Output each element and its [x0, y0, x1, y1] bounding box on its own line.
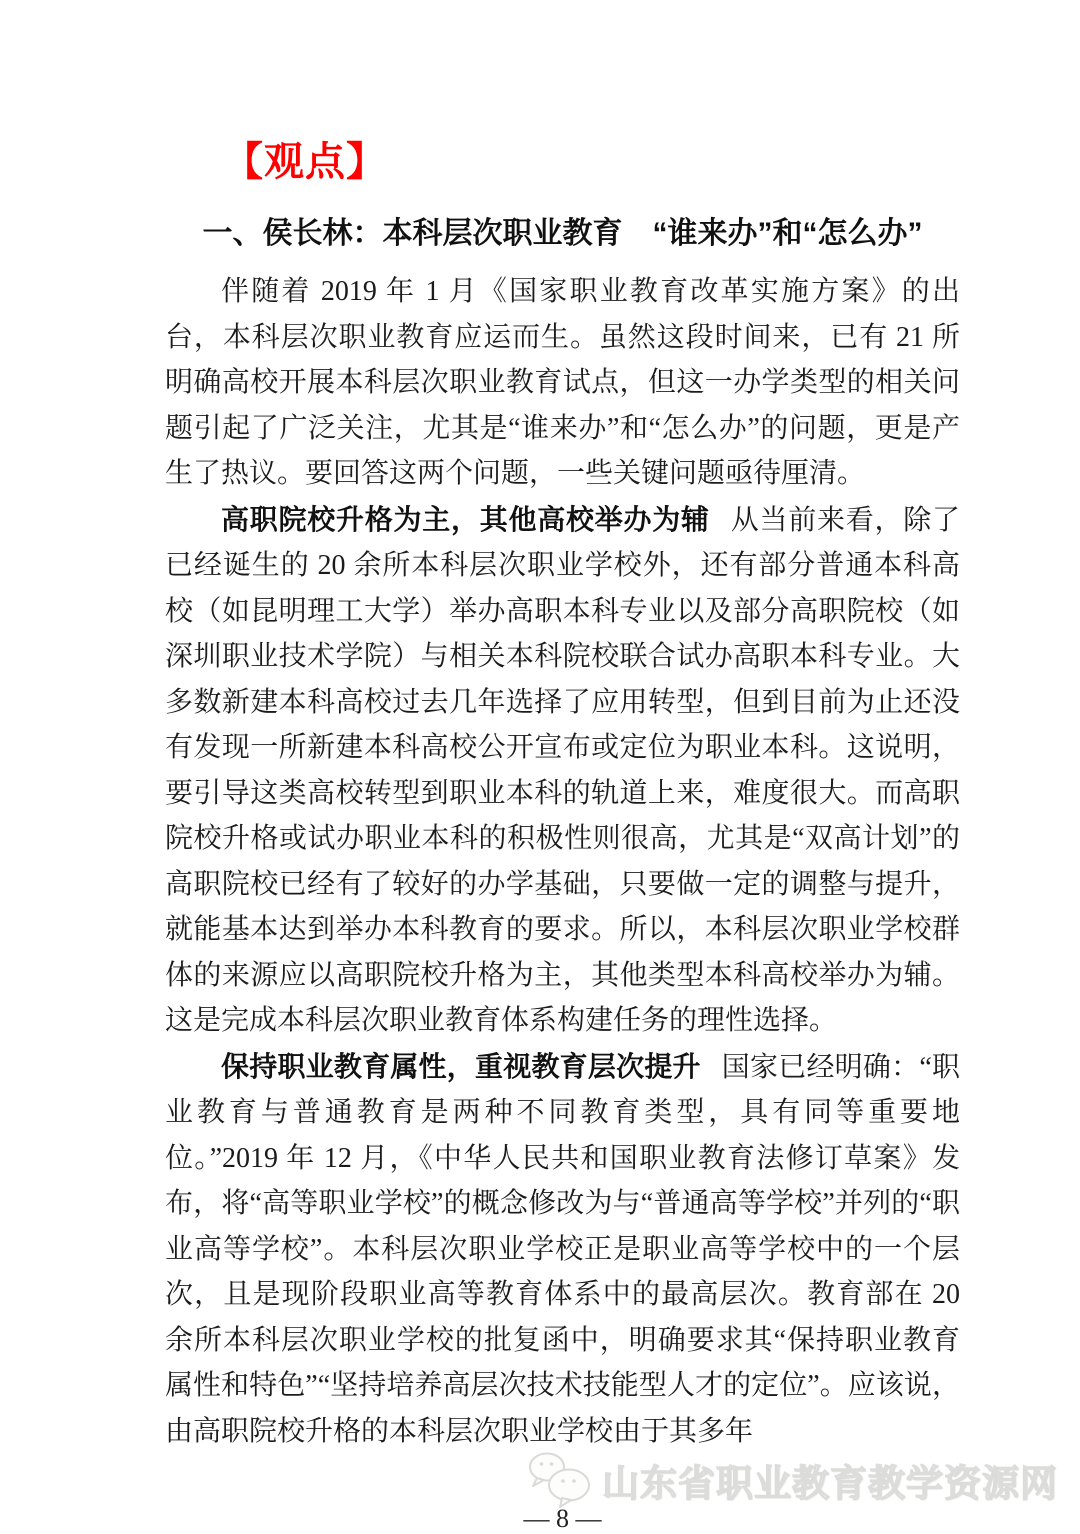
paragraph-2: [165, 497, 960, 1044]
article-body: [165, 269, 960, 1454]
paragraph-3-lead: 保持职业教育属性，重视教育层次提升: [221, 1050, 701, 1082]
paragraph-3-text: 国家已经明确：“职业教育与普通教育是两种不同教育类型，具有同等重要地位。”2019 年 12 月，《中华人民共和国职业教育法修订草案》发布，将“高等职业学校”的概念修改为与“普通高等学校”并列的“职业高等学校”。本科层次职业学校正是职业高等学校中的一个层次，且是现阶段职业高等教育体系中的最高层次。教育部在 20 余所本科层次职业学校的批复函中，明确要求其“保持职业教育属性和特色”“坚持培养高层次技术技能型人才的定位”。应该说，由高职院校升格的本科层次职业学校由于其多年: [165, 1051, 960, 1447]
watermark: [524, 1451, 1058, 1509]
wechat-icon: [524, 1451, 596, 1509]
paragraph-1-text: 伴随着 2019 年 1 月《国家职业教育改革实施方案》的出台，本科层次职业教育应运而生。虽然这段时间来，已有 21 所明确高校开展本科层次职业教育试点，但这一办学类型的相关问题引起了广泛关注，尤其是“谁来办”和“怎么办”的问题，更是产生了热议。要回答这两个问题，一些关键问题亟待厘清。: [165, 276, 960, 489]
paragraph-3: [165, 1044, 960, 1455]
page-number: — 8 —: [523, 1504, 602, 1533]
paragraph-2-text: 从当前来看，除了已经诞生的 20 余所本科层次职业学校外，还有部分普通本科高校（如昆明理工大学）举办高职本科专业以及部分高职院校（如深圳职业技术学院）与相关本科院校联合试办高职本科专业。大多数新建本科高校过去几年选择了应用转型，但到目前为止还没有发现一所新建本科高校公开宣布或定位为职业本科。这说明，要引导这类高校转型到职业本科的轨道上来，难度很大。而高职院校升格或试办职业本科的积极性则很高，尤其是“双高计划”的高职院校已经有了较好的办学基础，只要做一定的调整与提升，就能基本达到举办本科教育的要求。所以，本科层次职业学校群体的来源应以高职院校升格为主，其他类型本科高校举办为辅。这是完成本科层次职业教育体系构建任务的理性选择。: [165, 504, 960, 1036]
watermark-text: 山东省职业教育教学资源网: [602, 1463, 1058, 1504]
paragraph-1: [165, 269, 960, 497]
tag-heading: 【观点】: [223, 140, 387, 184]
document-page: [165, 0, 960, 1534]
section-heading: 一、侯长林：本科层次职业教育 “谁来办”和“怎么办”: [202, 217, 923, 250]
paragraph-2-lead: 高职院校升格为主，其他高校举办为辅: [221, 503, 710, 535]
